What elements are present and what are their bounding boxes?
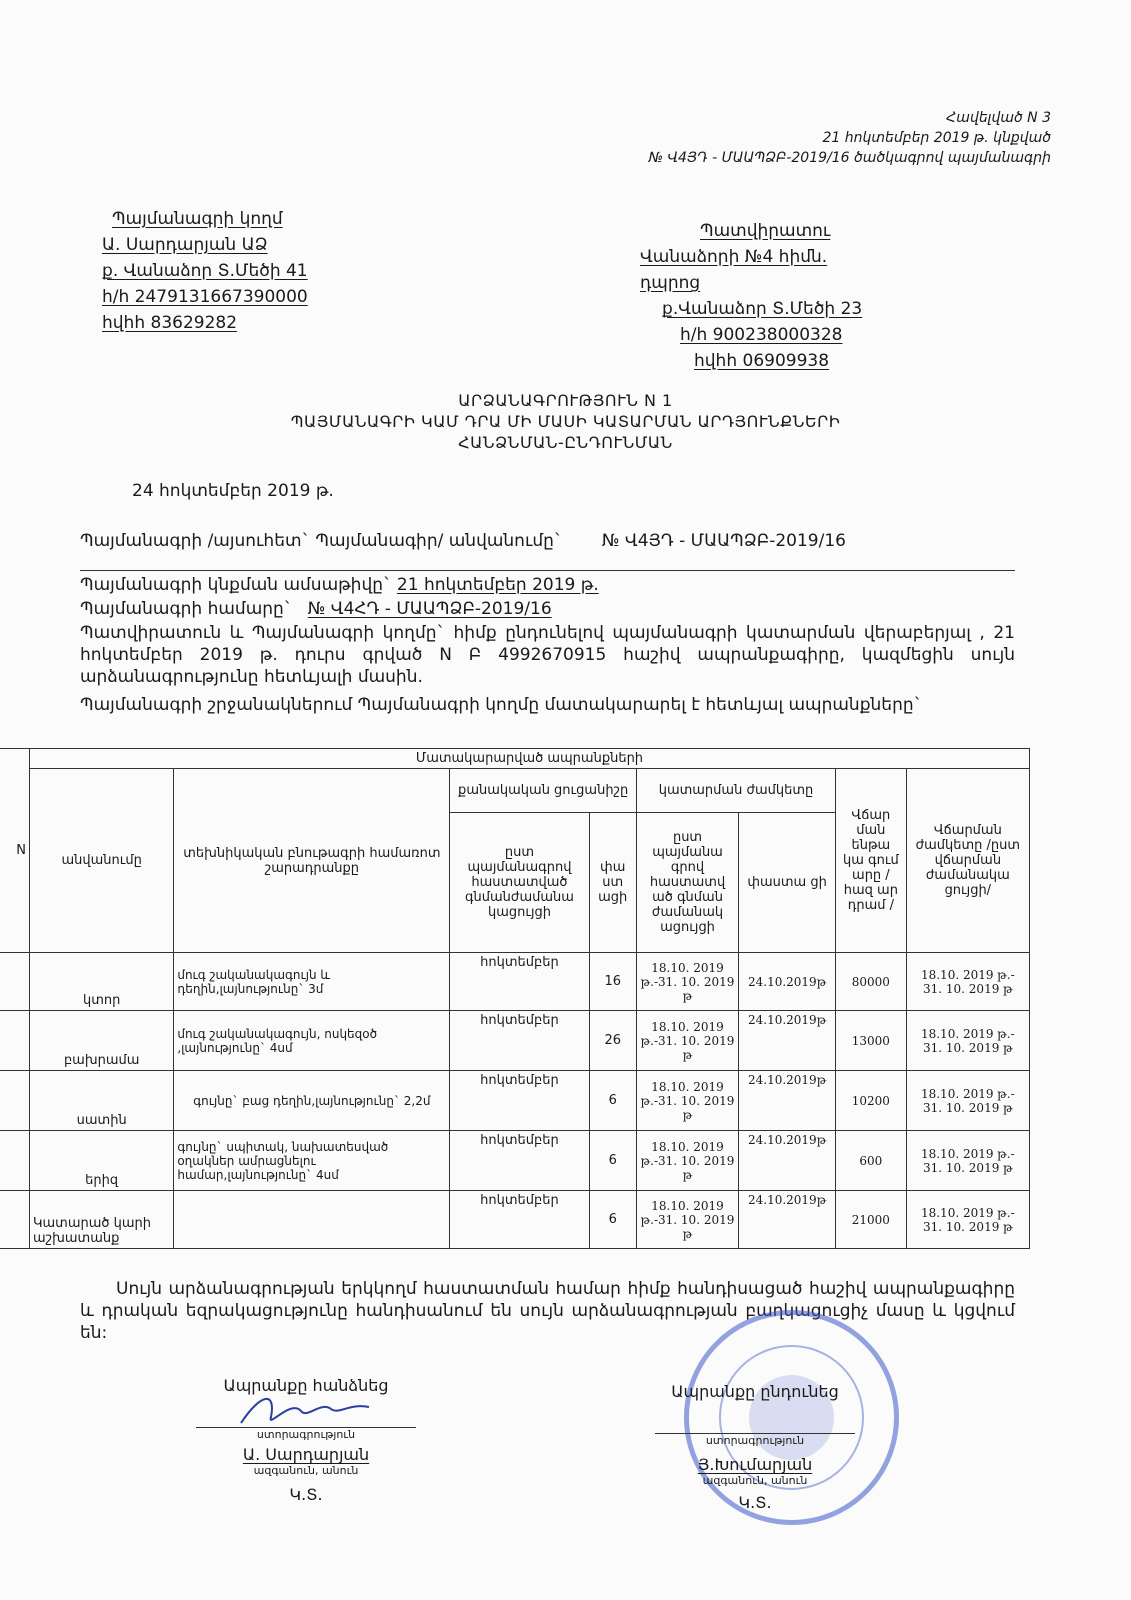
- title-line-3: ՀԱՆՁՆՄԱՆ-ԸՆԴՈՒՆՄԱՆ: [458, 433, 673, 452]
- row-paydate: 18.10. 2019 թ.- 31. 10. 2019 թ: [906, 1131, 1029, 1191]
- contract-subject-value: № Վ4ՅԴ - ՄԱԱՊՁԲ-2019/16: [601, 531, 846, 551]
- row-qty-fact: 6: [589, 1131, 636, 1191]
- col-time-plan-header: ըստ պայմանա գրով հաստատվ ած գնման ժամանակ ացույցի: [636, 813, 738, 953]
- paragraph-goods: Պայմանագրի շրջանակներում Պայմանագրի կողմը մատակարարել է հետևյալ ապրանքները`: [80, 695, 923, 715]
- signature-right: [640, 1382, 870, 1512]
- row-qty-plan: հոկտեմբեր: [450, 1011, 589, 1071]
- customer-name: Վանաձորի №4 հիմն. դպրոց: [640, 247, 828, 293]
- customer-account: հ/հ 900238000328: [680, 325, 843, 345]
- table-row: [0, 1071, 1030, 1131]
- row-qty-fact: 26: [589, 1011, 636, 1071]
- row-amount: 600: [836, 1131, 907, 1191]
- row-time-fact: 24.10.2019թ: [739, 1011, 836, 1071]
- row-paydate: 18.10. 2019 թ.- 31. 10. 2019 թ: [906, 1071, 1029, 1131]
- document-date: 24 հոկտեմբեր 2019 թ.: [132, 481, 334, 501]
- row-amount: 13000: [836, 1011, 907, 1071]
- row-time-plan: 18.10. 2019 թ.-31. 10. 2019 թ: [636, 1191, 738, 1249]
- col-spec-header: տեխնիկական բնութագրի համառոտ շարադրանքը: [174, 769, 450, 953]
- appendix-line-1: Հավելված N 3: [946, 110, 1051, 126]
- contract-number-label: Պայմանագրի համարը`: [80, 599, 293, 619]
- row-time-fact: 24.10.2019թ: [739, 1131, 836, 1191]
- signature-right-seal: Կ.Տ.: [738, 1493, 772, 1512]
- row-time-fact: 24.10.2019թ: [739, 1191, 836, 1249]
- row-name: երիզ: [29, 1131, 173, 1191]
- appendix-line-3: № Վ4ՅԴ - ՄԱԱՊՁԲ-2019/16 ծածկագրով պայմանագրի: [648, 150, 1051, 166]
- col-name-header: անվանումը: [29, 769, 173, 953]
- contract-number: [80, 598, 552, 620]
- signature-left: [196, 1376, 416, 1504]
- row-spec: մուգ շականակագույն, ոսկեզօծ ,լայնությունը` 4սմ: [174, 1011, 450, 1071]
- col-time-fact-header: փաստա ցի: [739, 813, 836, 953]
- row-number: [0, 1131, 29, 1191]
- appendix-line-2: 21 հոկտեմբեր 2019 թ. կնքված: [822, 130, 1051, 146]
- row-time-plan: 18.10. 2019 թ.-31. 10. 2019 թ: [636, 1131, 738, 1191]
- supplier-heading: Պայմանագրի կողմ: [112, 209, 283, 229]
- row-name: Կատարած կարի աշխատանք: [29, 1191, 173, 1249]
- row-name: բախրամա: [29, 1011, 173, 1071]
- paragraph-basis: Պատվիրատուն և Պայմանագրի կողմը` հիմք ընդունելով պայմանագրի կատարման վերաբերյալ , 21 հոկտեմբեր 2019 թ. դուրս գրված N Բ 4992670915 հաշիվ ապրանքագիրը, կազմեցին սույն արձանագրությունը հետևյալի մասին.: [80, 623, 1015, 687]
- customer-heading: Պատվիրատու: [700, 221, 831, 241]
- row-amount: 80000: [836, 953, 907, 1011]
- row-qty-plan: հոկտեմբեր: [450, 1131, 589, 1191]
- supplier-address: ք. Վանաձոր Տ.Մեծի 41: [102, 261, 308, 281]
- row-qty-plan: հոկտեմբեր: [450, 1191, 589, 1249]
- signature-scribble-icon: [231, 1389, 381, 1431]
- col-paydate-header: Վճարման ժամկետը /ըստ վճարման ժամանակա ցույցի/: [906, 769, 1029, 953]
- row-number: [0, 953, 29, 1011]
- signature-left-seal: Կ.Տ.: [289, 1485, 323, 1504]
- col-time-header: կատարման ժամկետը: [636, 769, 835, 813]
- signing-date-label: Պայմանագրի կնքման ամսաթիվը`: [80, 575, 392, 595]
- row-qty-fact: 16: [589, 953, 636, 1011]
- row-qty-fact: 6: [589, 1191, 636, 1249]
- row-time-plan: 18.10. 2019 թ.-31. 10. 2019 թ: [636, 1071, 738, 1131]
- signature-left-name-label: ազգանուն, անուն: [253, 1464, 359, 1477]
- title-line-1: ԱՐՁԱՆԱԳՐՈՒԹՅՈՒՆ N 1: [458, 391, 673, 410]
- signature-left-label: ստորագրություն: [256, 1428, 356, 1441]
- signature-right-name: Յ.Խումարյան: [697, 1455, 813, 1474]
- customer-address: ք.Վանաձոր Տ.Մեծի 23: [662, 299, 863, 319]
- row-paydate: 18.10. 2019 թ.- 31. 10. 2019 թ: [906, 953, 1029, 1011]
- row-qty-plan: հոկտեմբեր: [450, 1071, 589, 1131]
- table-row: [0, 953, 1030, 1011]
- row-amount: 21000: [836, 1191, 907, 1249]
- table-caption: Մատակարարված ապրանքների: [29, 749, 1029, 769]
- customer-tax-id: հվհհ 06909938: [694, 351, 830, 371]
- goods-table: [0, 748, 1030, 1249]
- row-name: սատին: [29, 1071, 173, 1131]
- customer-block: [640, 218, 892, 374]
- col-n-header: N: [0, 749, 29, 953]
- row-time-fact: 24.10.2019թ: [739, 1071, 836, 1131]
- signature-right-name-label: ազգանուն, անուն: [702, 1474, 808, 1487]
- row-qty-fact: 6: [589, 1071, 636, 1131]
- row-spec: գույնը` սպիտակ, նախատեսված օղակներ ամրացնելու համար,լայնությունը` 4սմ: [174, 1131, 450, 1191]
- col-qty-fact-header: փա ստ ացի: [589, 813, 636, 953]
- row-time-plan: 18.10. 2019 թ.-31. 10. 2019 թ: [636, 953, 738, 1011]
- table-row: [0, 1191, 1030, 1249]
- contract-number-value: № Վ4ՀԴ - ՄԱԱՊՁԲ-2019/16: [307, 599, 552, 619]
- row-amount: 10200: [836, 1071, 907, 1131]
- document-title: [0, 390, 1131, 453]
- supplier-tax-id: հվհհ 83629282: [102, 313, 238, 333]
- col-amount-header: Վճար ման ենթա կա գում արը /հազ ար դրամ /: [836, 769, 907, 953]
- signing-date: [80, 574, 599, 596]
- row-number: [0, 1071, 29, 1131]
- table-row: [0, 1011, 1030, 1071]
- title-line-2: ՊԱՅՄԱՆԱԳՐԻ ԿԱՄ ԴՐԱ ՄԻ ՄԱՍԻ ԿԱՏԱՐՄԱՆ ԱՐԴՅՈՒՆՔՆԵՐԻ: [290, 412, 841, 431]
- row-spec: գույնը` բաց դեղին,լայնությունը` 2,2մ: [174, 1071, 450, 1131]
- row-time-plan: 18.10. 2019 թ.-31. 10. 2019 թ: [636, 1011, 738, 1071]
- row-name: կտոր: [29, 953, 173, 1011]
- row-number: [0, 1191, 29, 1249]
- row-time-fact: 24.10.2019թ: [739, 953, 836, 1011]
- supplier-name: Ա. Սարդարյան ԱՁ: [102, 235, 268, 255]
- signing-date-value: 21 հոկտեմբեր 2019 թ.: [396, 575, 599, 595]
- contract-subject-label: Պայմանագրի /այսուհետ` Պայմանագիր/ անվանումը`: [80, 531, 563, 551]
- col-qty-plan-header: ըստ պայմանագրով հաստատված գնմանժամանա կացույցի: [450, 813, 589, 953]
- row-qty-plan: հոկտեմբեր: [450, 953, 589, 1011]
- row-number: [0, 1011, 29, 1071]
- signature-right-title: Ապրանքը ընդունեց: [671, 1382, 839, 1401]
- row-paydate: 18.10. 2019 թ.- 31. 10. 2019 թ: [906, 1011, 1029, 1071]
- signature-left-title: Ապրանքը հանձնեց: [223, 1376, 389, 1395]
- signature-left-name: Ա. Սարդարյան: [242, 1445, 370, 1464]
- closing-paragraph: Սույն արձանագրության երկկողմ հաստատման համար հիմք հանդիսացած հաշիվ ապրանքագիրը և դրական եզրակացությունը հանդիսանում են սույն արձանագրության բաղկացուցիչ մասը և կցվում են:: [80, 1279, 1015, 1343]
- supplier-block: [102, 206, 308, 336]
- appendix-header: [648, 108, 1051, 168]
- row-spec: մուգ շականակագույն և դեղին,լայնությունը` 3մ: [174, 953, 450, 1011]
- signature-right-label: ստորագրություն: [705, 1434, 805, 1447]
- table-row: [0, 1131, 1030, 1191]
- row-spec: [174, 1191, 450, 1249]
- col-qty-header: քանակական ցուցանիշը: [450, 769, 637, 813]
- contract-subject: [80, 530, 1015, 571]
- supplier-account: հ/հ 2479131667390000: [102, 287, 308, 307]
- row-paydate: 18.10. 2019 թ.- 31. 10. 2019 թ: [906, 1191, 1029, 1249]
